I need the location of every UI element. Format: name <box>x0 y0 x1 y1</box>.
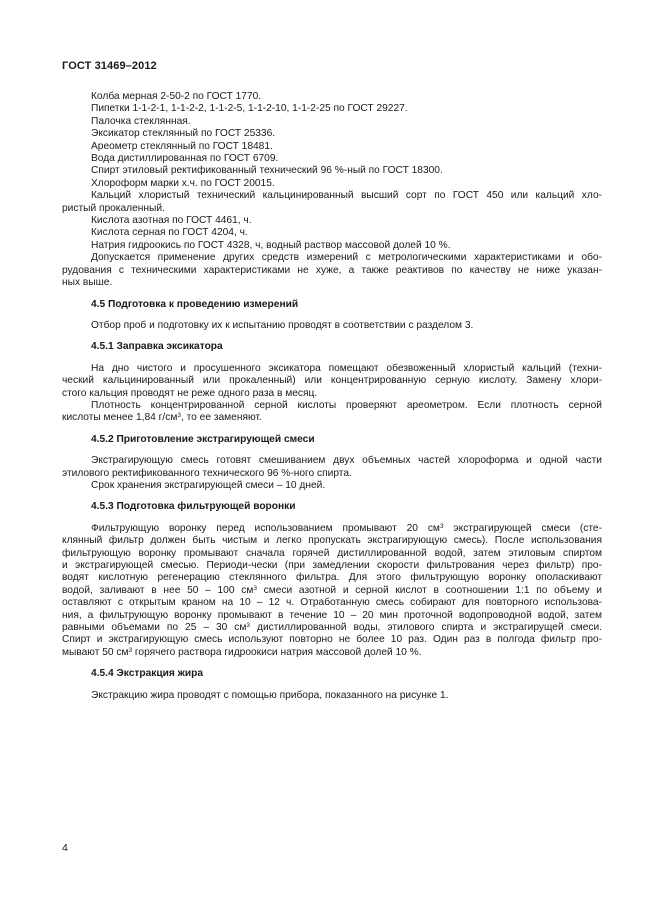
text-line: На дно чистого и просушенного эксикатора помещают обезвоженный хлористый кальций (техни- <box>91 362 602 374</box>
text-line: ческий кальцинированный или прокаленный) или концентрированную серную кислоту. Замену хлори- <box>62 375 602 387</box>
text-line: водят кислотную регенерацию стеклянного фильтра. Для этого фильтрующую воронку ополаскивают <box>62 572 602 584</box>
text-line: ристый прокаленный. <box>62 202 165 214</box>
text-line: Экстракцию жира проводят с помощью прибора, показанного на рисунке 1. <box>91 689 449 701</box>
text-line: Фильтрующую воронку перед использованием промывают 20 $см^3$ экстрагирующей смеси (сте- <box>91 522 602 534</box>
text-line: клянный фильтр должен быть чистым и легко пропускать экстрагирующую смесь). После использования <box>62 535 602 547</box>
text-line: равными объемами по 25 – 30 $см^3$ дистиллированной воды, этилового спирта и экстрагирущей смеси. <box>62 622 602 634</box>
text-line: Спирт этиловый ректификованный технический 96 %-ный по ГОСТ 18300. <box>91 165 443 177</box>
text-line: ных выше. <box>62 277 113 289</box>
text-line: Кислота азотная по ГОСТ 4461, ч. <box>91 215 252 227</box>
text-line: Колба мерная 2-50-2 по ГОСТ 1770. <box>91 91 262 102</box>
document-header: ГОСТ 31469–2012 <box>62 60 157 72</box>
section-heading: 4.5.2 Приготовление экстрагирующей смеси <box>91 433 315 445</box>
text-line: ния, а фильтрующую воронку промывают в течение 10 – 20 мин проточной водопроводной водой, затем <box>62 609 602 621</box>
section-heading: 4.5 Подготовка к проведению измерений <box>91 298 299 310</box>
text-line: стого кальция проводят не реже одного раза в месяц. <box>62 387 318 399</box>
text-line: мывают 50 $см^3$ горячего раствора гидроокиси натрия массовой долей 10 %. <box>62 646 422 658</box>
text-line: Кислота серная по ГОСТ 4204, ч. <box>91 227 248 239</box>
section-heading: 4.5.1 Заправка эксикатора <box>91 341 223 353</box>
text-line: Вода дистиллированная по ГОСТ 6709. <box>91 153 279 165</box>
text-line: Ареометр стеклянный по ГОСТ 18481. <box>91 140 273 152</box>
text-line: Спирт и экстрагирующую смесь используют повторно не более 10 раз. Один раз в полгода фильтр про- <box>62 634 602 646</box>
text-line: этилового ректификованного технического 96 %-ного спирта. <box>62 467 352 479</box>
text-line: кислоты менее 1,84 $г/см^3$, то ее заменяют. <box>62 412 262 424</box>
text-line: Отбор проб и подготовку их к испытанию проводят в соответствии с разделом 3. <box>91 319 474 331</box>
text-line: Натрия гидроокись по ГОСТ 4328, ч, водный раствор массовой долей 10 %. <box>91 239 451 251</box>
text-line: Допускается применение других средств измерений с метрологическими характеристиками и обо- <box>91 252 602 264</box>
text-line: Кальций хлористый технический кальцинированный высший сорт по ГОСТ 450 или кальций хло- <box>91 190 602 202</box>
text-line: Экстрагирующую смесь готовят смешиванием двух объемных частей хлороформа и одной части <box>91 455 602 467</box>
text-line: рудования с техническими характеристиками не хуже, а также реактивов по качеству не ниже указан- <box>62 264 602 276</box>
text-line: и экстрагирующей смесью. Периоди-чески (при замедлении скорости фильтрования через фильтр) про- <box>62 560 602 571</box>
text-line: Хлороформ марки х.ч. по ГОСТ 20015. <box>91 177 275 189</box>
text-line: фильтрующую воронку промывают сначала горячей дистиллированной водой, затем этиловым спиртом <box>62 547 602 559</box>
page-number: 4 <box>62 842 68 854</box>
text-line: Пипетки 1-1-2-1, 1-1-2-2, 1-1-2-5, 1-1-2-10, 1-1-2-25 по ГОСТ 29227. <box>91 103 408 115</box>
text-line: Плотность концентрированной серной кислоты проверяют ареометром. Если плотность серной <box>91 399 602 411</box>
text-line: Палочка стеклянная. <box>91 115 191 127</box>
text-line: оставляют с открытым краном на 10 – 12 ч. Отработанную смесь собирают для повторного использова- <box>62 597 602 609</box>
document-body <box>62 91 602 702</box>
text-line: водой, заливают в нее 50 – 100 $см^3$ смеси азотной и серной кислот в соотношении 1:1 по объему и <box>62 584 602 596</box>
text-line: Эксикатор стеклянный по ГОСТ 25336. <box>91 128 276 140</box>
section-heading: 4.5.4 Экстракция жира <box>91 668 204 680</box>
text-line: Срок хранения экстрагирующей смеси – 10 дней. <box>91 479 326 491</box>
section-heading: 4.5.3 Подготовка фильтрующей воронки <box>91 501 296 513</box>
